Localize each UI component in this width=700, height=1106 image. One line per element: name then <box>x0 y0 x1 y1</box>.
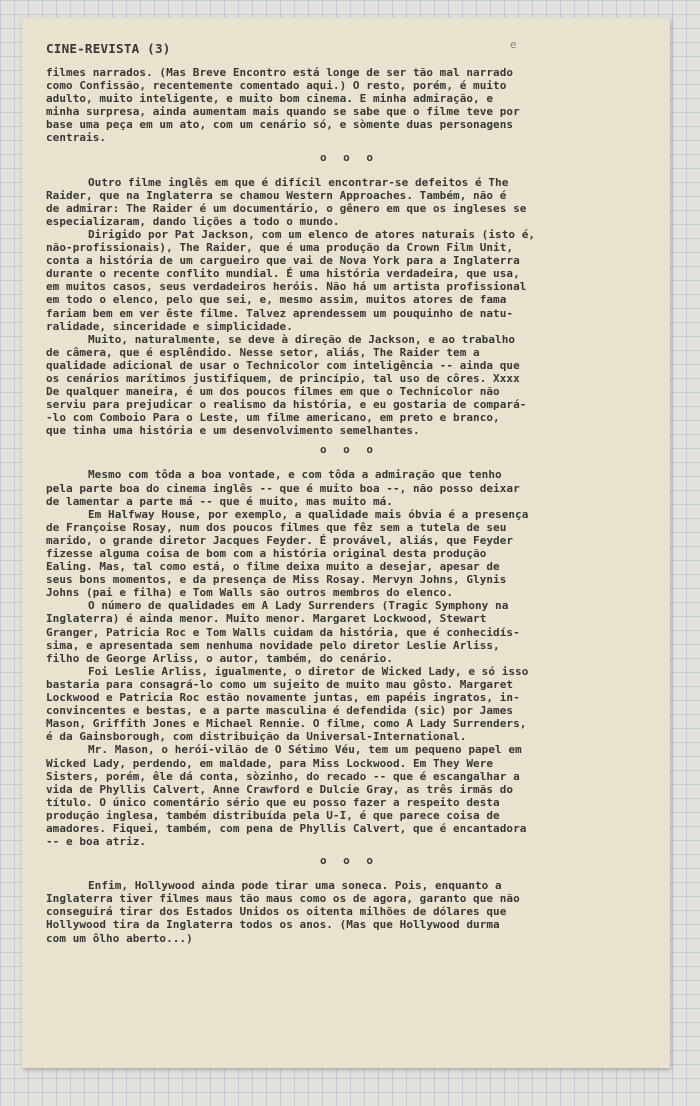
paragraph <box>46 468 652 848</box>
text-line: Outro filme inglês em que é difícil encontrar-se defeitos é The <box>88 175 509 189</box>
text-line: como Confissão, recentemente comentado aqui.) O resto, porém, é muito <box>46 79 507 93</box>
text-line: ralidade, sinceridade e simplicidade. <box>46 319 293 333</box>
text-line: Granger, Patricia Roc e Tom Walls cuidam da história, que é conhecidís- <box>46 625 520 639</box>
text-line: adulto, muito inteligente, e muito bom cinema. E minha admiração, e <box>46 92 494 106</box>
text-line: sima, e apresentada sem nenhuma novidade pelo diretor Leslie Arliss, <box>46 638 500 652</box>
text-line: filmes narrados. (Mas Breve Encontro está longe de ser tão mal narrado <box>46 66 514 79</box>
text-line: Mesmo com tôda a boa vontade, e com tôda a admiração que tenho <box>88 468 502 482</box>
text-line: amadores. Fiquei, também, com pena de Phyllis Calvert, que é encantadora <box>46 821 527 835</box>
text-line: vida de Phyllis Calvert, Anne Crawford e Dulcie Gray, as três irmãs do <box>46 782 514 796</box>
text-line: base uma peça em um ato, com um cenário só, e sòmente duas personagens <box>46 118 514 132</box>
text-line: especializaram, dando lições a todo o mundo. <box>46 214 340 228</box>
paragraph <box>46 66 652 145</box>
text-line: com um ôlho aberto...) <box>46 931 193 945</box>
text-line: Dirigido por Pat Jackson, com um elenco de atores naturais (isto é, <box>88 227 536 241</box>
text-line: marido, o grande diretor Jacques Feyder. É provável, aliás, que Feyder <box>46 533 514 547</box>
text-line: Johns (pai e filha) e Tom Walls são outros membros do elenco. <box>46 586 454 600</box>
text-line: minha surpresa, ainda aumentam mais quando se sabe que o filme teve por <box>46 105 520 119</box>
text-line: Lockwood e Patricia Roc estão novamente juntas, em papéis ingratos, in- <box>46 691 520 705</box>
text-line: pela parte boa do cinema inglês -- que é muito boa --, não posso deixar <box>46 481 520 495</box>
text-line: qualidade adicional de usar o Technicolor com inteligência -- ainda que <box>46 358 520 372</box>
text-line: convincentes e bestas, e a parte masculina é defendida (sic) por James <box>46 704 514 718</box>
text-line: -- e boa atriz. <box>46 835 147 849</box>
text-line: Em Halfway House, por exemplo, a qualidade mais óbvia é a presença <box>88 507 529 521</box>
text-line: não-profissionais), The Raider, que é uma produção da Crown Film Unit, <box>46 241 514 255</box>
text-line: de câmera, que é esplêndido. Nesse setor, aliás, The Raider tem a <box>46 345 480 359</box>
paragraph <box>46 879 652 944</box>
text-line: Foi Leslie Arliss, igualmente, o diretor de Wicked Lady, e só isso <box>88 664 529 678</box>
text-line: centrais. <box>46 131 107 145</box>
section-separator: o o o <box>319 443 379 457</box>
text-line: seus bons momentos, e da presença de Miss Rosay. Mervyn Johns, Glynis <box>46 573 507 587</box>
text-line: Sisters, porém, êle dá conta, sòzinho, do recado -- que é escangalhar a <box>46 769 520 783</box>
text-line: Mason, Griffith Jones e Michael Rennie. O filme, como A Lady Surrenders, <box>46 717 527 731</box>
section-separator: o o o <box>319 854 379 868</box>
text-line: O número de qualidades em A Lady Surrenders (Tragic Symphony na <box>88 599 509 613</box>
text-line: Mr. Mason, o herói-vilão de O Sétimo Véu, tem um pequeno papel em <box>88 743 522 757</box>
text-line: bastaria para consagrá-lo como um sujeito de muito mau gôsto. Margaret <box>46 677 514 691</box>
text-line: conta a história de um cargueiro que vai de Nova York para a Inglaterra <box>46 254 520 268</box>
text-line: que tinha uma história e um desenvolvimento semelhantes. <box>46 424 420 438</box>
text-line: conseguirá tirar dos Estados Unidos os oitenta milhões de dólares que <box>46 905 507 919</box>
text-line: Inglaterra) é ainda menor. Muito menor. Margaret Lockwood, Stewart <box>46 612 487 626</box>
text-line: é da Gainsborough, com distribuição da Universal-International. <box>46 730 467 744</box>
paragraph <box>46 176 652 438</box>
text-line: Raider, que na Inglaterra se chamou Western Approaches. Também, não é <box>46 188 507 202</box>
text-line: durante o recente conflito mundial. É uma história verdadeira, que usa, <box>46 267 520 281</box>
text-line: em todo o elenco, pelo que sei, e, mesmo assim, muitos atores de fama <box>46 293 507 307</box>
page-title: CINE-REVISTA (3) <box>46 41 171 56</box>
text-line: Muito, naturalmente, se deve à direção de Jackson, e ao trabalho <box>88 332 516 346</box>
text-line: de admirar: The Raider é um documentário, o gênero em que os ingleses se <box>46 201 527 215</box>
text-line: filho de George Arliss, o autor, também, do cenário. <box>46 651 393 665</box>
text-line: em muitos casos, seus verdadeiros heróis. Não há um artista profissional <box>46 280 527 294</box>
text-line: Inglaterra tiver filmes maus tão maus como os de agora, garanto que não <box>46 892 520 906</box>
text-line: Hollywood tira da Inglaterra todos os anos. (Mas que Hollywood durma <box>46 918 500 932</box>
text-line: de Françoise Rosay, num dos poucos filmes que fêz sem a tutela de seu <box>46 520 507 534</box>
section-separator: o o o <box>319 150 379 164</box>
text-line: fizesse alguma coisa de bom com a história original desta produção <box>46 547 487 560</box>
text-line: Enfim, Hollywood ainda pode tirar uma soneca. Pois, enquanto a <box>88 879 502 893</box>
text-line: os cenários marítimos justifiquem, de princípio, tal uso de côres. Xxxx <box>46 371 520 385</box>
text-line: serviu para prejudicar o realismo da história, e eu gostaria de compará- <box>46 398 527 412</box>
text-line: título. O único comentário sério que eu posso fazer a respeito desta <box>46 795 500 809</box>
text-line: de lamentar a parte má -- que é muito, mas muito má. <box>46 494 393 508</box>
text-line: De qualquer maneira, é um dos poucos filmes em que o Technicolor não <box>46 385 500 399</box>
paper-mark: e <box>510 38 517 51</box>
text-line: produção inglesa, também distribuída pela U-I, é que parece coisa de <box>46 808 500 822</box>
typewritten-page <box>22 18 670 1068</box>
text-line: Ealing. Mas, tal como está, o filme deixa muito a desejar, apesar de <box>46 560 500 574</box>
text-line: Wicked Lady, perdendo, em maldade, para Miss Lockwood. Em They Were <box>46 756 494 770</box>
text-line: -lo com Comboio Para o Leste, um filme americano, em preto e branco, <box>46 411 500 425</box>
page-header <box>46 38 652 66</box>
text-line: fariam bem em ver êste filme. Talvez aprendessem um pouquinho de natu- <box>46 306 514 320</box>
